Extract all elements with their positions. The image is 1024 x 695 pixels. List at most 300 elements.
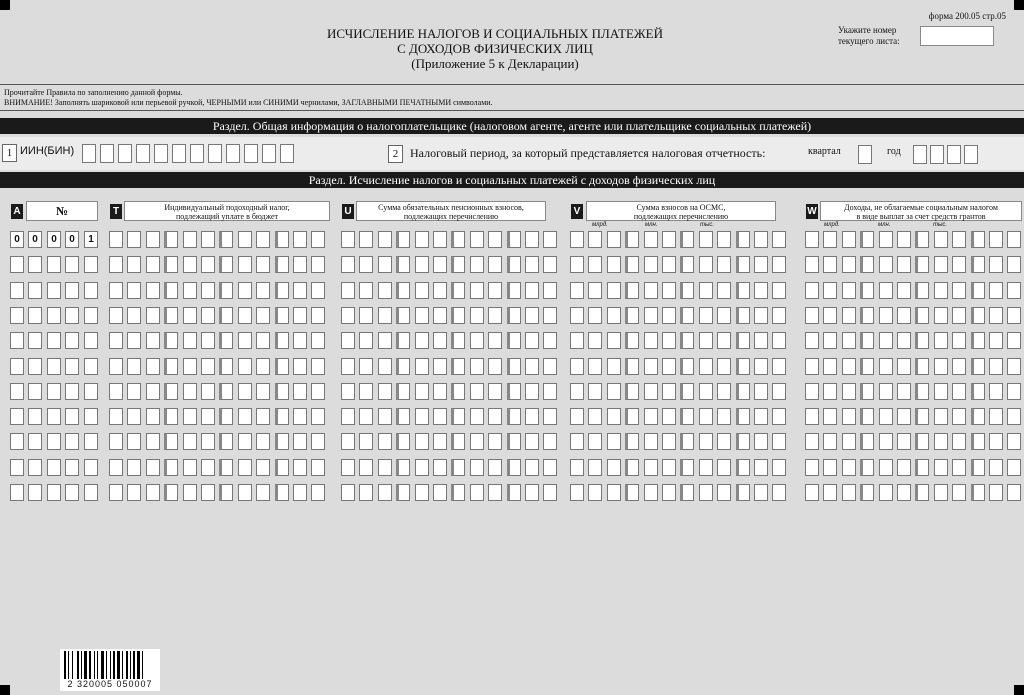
column-v-cell[interactable] [754, 383, 768, 400]
column-w-cell[interactable] [971, 231, 985, 248]
column-v-cell[interactable] [588, 433, 602, 450]
column-a-cell[interactable] [84, 332, 98, 349]
column-w-cell[interactable] [1007, 358, 1021, 375]
column-t-cell[interactable] [219, 358, 233, 375]
column-a-cell[interactable] [28, 459, 42, 476]
column-v-cell[interactable] [644, 332, 658, 349]
column-u-cell[interactable] [433, 282, 447, 299]
column-u-cell[interactable] [433, 484, 447, 501]
column-t-cell[interactable] [238, 282, 252, 299]
column-w-cell[interactable] [805, 358, 819, 375]
column-w-cell[interactable] [842, 433, 856, 450]
column-w-cell[interactable] [823, 358, 837, 375]
column-t-cell[interactable] [201, 332, 215, 349]
column-v-cell[interactable] [662, 282, 676, 299]
column-a-cell[interactable] [65, 408, 79, 425]
column-v-cell[interactable] [736, 282, 750, 299]
column-u-cell[interactable] [359, 332, 373, 349]
column-u-cell[interactable] [525, 231, 539, 248]
column-t-cell[interactable] [238, 484, 252, 501]
iin-bin-cell[interactable] [136, 144, 150, 163]
column-u-cell[interactable] [488, 231, 502, 248]
column-a-cell[interactable] [47, 332, 61, 349]
column-w-cell[interactable] [842, 307, 856, 324]
column-t-cell[interactable] [164, 307, 178, 324]
column-v-cell[interactable] [662, 256, 676, 273]
column-v-cell[interactable] [699, 484, 713, 501]
column-t-cell[interactable] [311, 231, 325, 248]
column-u-cell[interactable] [507, 307, 521, 324]
column-u-cell[interactable] [396, 408, 410, 425]
column-v-cell[interactable] [717, 332, 731, 349]
column-u-cell[interactable] [451, 282, 465, 299]
column-u-cell[interactable] [378, 282, 392, 299]
year-cell[interactable] [947, 145, 961, 164]
column-u-cell[interactable] [341, 332, 355, 349]
column-u-cell[interactable] [507, 408, 521, 425]
column-v-cell[interactable] [607, 332, 621, 349]
column-v-cell[interactable] [699, 256, 713, 273]
column-u-cell[interactable] [378, 459, 392, 476]
column-t-cell[interactable] [275, 433, 289, 450]
column-u-cell[interactable] [470, 408, 484, 425]
column-v-cell[interactable] [625, 332, 639, 349]
column-t-cell[interactable] [127, 383, 141, 400]
column-v-cell[interactable] [680, 256, 694, 273]
column-v-cell[interactable] [662, 383, 676, 400]
column-u-cell[interactable] [396, 256, 410, 273]
column-v-cell[interactable] [699, 231, 713, 248]
column-a-cell[interactable] [47, 307, 61, 324]
column-v-cell[interactable] [717, 433, 731, 450]
column-a-cell[interactable] [65, 307, 79, 324]
column-v-cell[interactable] [570, 256, 584, 273]
column-w-cell[interactable] [934, 383, 948, 400]
column-v-cell[interactable] [588, 256, 602, 273]
column-v-cell[interactable] [625, 231, 639, 248]
column-u-cell[interactable] [543, 408, 557, 425]
column-v-cell[interactable] [662, 408, 676, 425]
iin-bin-cell[interactable] [280, 144, 294, 163]
column-w-cell[interactable] [1007, 256, 1021, 273]
column-t-cell[interactable] [256, 408, 270, 425]
column-u-cell[interactable] [378, 484, 392, 501]
column-w-cell[interactable] [971, 332, 985, 349]
column-w-cell[interactable] [915, 332, 929, 349]
column-a-cell[interactable] [28, 282, 42, 299]
column-v-cell[interactable] [754, 282, 768, 299]
column-u-cell[interactable] [359, 383, 373, 400]
column-v-cell[interactable] [754, 256, 768, 273]
column-w-cell[interactable] [971, 433, 985, 450]
column-w-cell[interactable] [823, 282, 837, 299]
column-v-cell[interactable] [680, 408, 694, 425]
column-u-cell[interactable] [359, 408, 373, 425]
column-a-cell[interactable] [10, 282, 24, 299]
iin-bin-cell[interactable] [154, 144, 168, 163]
iin-bin-cell[interactable] [226, 144, 240, 163]
column-u-cell[interactable] [378, 231, 392, 248]
column-u-cell[interactable] [433, 358, 447, 375]
column-w-cell[interactable] [989, 332, 1003, 349]
column-t-cell[interactable] [311, 408, 325, 425]
column-v-cell[interactable] [754, 484, 768, 501]
column-t-cell[interactable] [238, 332, 252, 349]
column-v-cell[interactable] [680, 231, 694, 248]
column-t-cell[interactable] [275, 307, 289, 324]
column-w-cell[interactable] [989, 484, 1003, 501]
column-w-cell[interactable] [934, 358, 948, 375]
column-v-cell[interactable] [644, 408, 658, 425]
column-w-cell[interactable] [842, 383, 856, 400]
column-w-cell[interactable] [897, 256, 911, 273]
column-v-cell[interactable] [754, 358, 768, 375]
column-t-cell[interactable] [219, 433, 233, 450]
column-t-cell[interactable] [219, 332, 233, 349]
column-a-cell[interactable] [28, 307, 42, 324]
column-a-cell[interactable] [10, 332, 24, 349]
column-u-cell[interactable] [415, 256, 429, 273]
column-v-cell[interactable] [699, 332, 713, 349]
column-u-cell[interactable] [359, 459, 373, 476]
column-u-cell[interactable] [396, 332, 410, 349]
column-v-cell[interactable] [662, 332, 676, 349]
column-v-cell[interactable] [736, 256, 750, 273]
column-v-cell[interactable] [662, 459, 676, 476]
column-t-cell[interactable] [127, 332, 141, 349]
column-v-cell[interactable] [570, 459, 584, 476]
column-t-cell[interactable] [293, 459, 307, 476]
column-v-cell[interactable] [662, 484, 676, 501]
column-t-cell[interactable] [256, 231, 270, 248]
column-t-cell[interactable] [127, 307, 141, 324]
column-v-cell[interactable] [588, 231, 602, 248]
column-w-cell[interactable] [823, 383, 837, 400]
column-a-cell[interactable] [65, 433, 79, 450]
column-w-cell[interactable] [971, 282, 985, 299]
column-w-cell[interactable] [879, 231, 893, 248]
column-a-cell[interactable] [47, 256, 61, 273]
column-v-cell[interactable] [625, 484, 639, 501]
year-cell[interactable] [964, 145, 978, 164]
column-u-cell[interactable] [415, 358, 429, 375]
column-w-cell[interactable] [989, 459, 1003, 476]
column-v-cell[interactable] [625, 433, 639, 450]
column-t-cell[interactable] [293, 231, 307, 248]
column-a-cell[interactable] [84, 433, 98, 450]
column-w-cell[interactable] [805, 433, 819, 450]
column-w-cell[interactable] [1007, 282, 1021, 299]
column-t-cell[interactable] [311, 307, 325, 324]
column-v-cell[interactable] [736, 332, 750, 349]
column-v-cell[interactable] [570, 358, 584, 375]
column-t-cell[interactable] [164, 231, 178, 248]
column-w-cell[interactable] [805, 408, 819, 425]
column-w-cell[interactable] [805, 307, 819, 324]
column-w-cell[interactable] [805, 231, 819, 248]
column-t-cell[interactable] [275, 408, 289, 425]
column-t-cell[interactable] [146, 358, 160, 375]
column-v-cell[interactable] [607, 433, 621, 450]
column-w-cell[interactable] [842, 459, 856, 476]
column-v-cell[interactable] [772, 256, 786, 273]
column-t-cell[interactable] [311, 256, 325, 273]
column-a-cell[interactable]: 0 [28, 231, 42, 248]
column-v-cell[interactable] [699, 282, 713, 299]
column-v-cell[interactable] [772, 433, 786, 450]
column-a-cell[interactable] [47, 433, 61, 450]
column-u-cell[interactable] [396, 383, 410, 400]
column-a-cell[interactable] [65, 383, 79, 400]
column-w-cell[interactable] [1007, 433, 1021, 450]
column-v-cell[interactable] [736, 433, 750, 450]
column-t-cell[interactable] [256, 433, 270, 450]
column-w-cell[interactable] [952, 459, 966, 476]
column-t-cell[interactable] [109, 383, 123, 400]
column-w-cell[interactable] [952, 358, 966, 375]
column-w-cell[interactable] [934, 332, 948, 349]
column-v-cell[interactable] [662, 358, 676, 375]
column-v-cell[interactable] [607, 408, 621, 425]
column-u-cell[interactable] [415, 383, 429, 400]
column-u-cell[interactable] [543, 231, 557, 248]
column-a-cell[interactable] [65, 358, 79, 375]
column-t-cell[interactable] [109, 256, 123, 273]
column-v-cell[interactable] [754, 408, 768, 425]
column-a-cell[interactable]: 0 [47, 231, 61, 248]
column-u-cell[interactable] [525, 433, 539, 450]
column-t-cell[interactable] [183, 383, 197, 400]
column-t-cell[interactable] [293, 358, 307, 375]
column-t-cell[interactable] [201, 307, 215, 324]
column-v-cell[interactable] [717, 459, 731, 476]
column-t-cell[interactable] [183, 484, 197, 501]
column-u-cell[interactable] [396, 433, 410, 450]
column-u-cell[interactable] [543, 433, 557, 450]
column-w-cell[interactable] [952, 307, 966, 324]
year-cell[interactable] [930, 145, 944, 164]
column-a-cell[interactable] [10, 484, 24, 501]
column-v-cell[interactable] [644, 282, 658, 299]
column-u-cell[interactable] [415, 484, 429, 501]
column-t-cell[interactable] [183, 459, 197, 476]
column-u-cell[interactable] [433, 231, 447, 248]
column-v-cell[interactable] [717, 383, 731, 400]
column-u-cell[interactable] [396, 358, 410, 375]
column-u-cell[interactable] [433, 408, 447, 425]
column-t-cell[interactable] [293, 307, 307, 324]
column-t-cell[interactable] [164, 484, 178, 501]
column-t-cell[interactable] [201, 484, 215, 501]
column-t-cell[interactable] [183, 358, 197, 375]
column-u-cell[interactable] [507, 282, 521, 299]
iin-bin-cell[interactable] [172, 144, 186, 163]
column-t-cell[interactable] [311, 383, 325, 400]
iin-bin-cell[interactable] [190, 144, 204, 163]
column-u-cell[interactable] [470, 433, 484, 450]
column-v-cell[interactable] [772, 307, 786, 324]
column-v-cell[interactable] [644, 358, 658, 375]
column-t-cell[interactable] [275, 256, 289, 273]
column-w-cell[interactable] [897, 307, 911, 324]
column-u-cell[interactable] [507, 358, 521, 375]
column-u-cell[interactable] [341, 408, 355, 425]
column-w-cell[interactable] [971, 358, 985, 375]
column-w-cell[interactable] [860, 484, 874, 501]
column-w-cell[interactable] [915, 282, 929, 299]
column-u-cell[interactable] [433, 332, 447, 349]
column-u-cell[interactable] [396, 282, 410, 299]
column-w-cell[interactable] [1007, 332, 1021, 349]
column-t-cell[interactable] [164, 332, 178, 349]
column-u-cell[interactable] [470, 256, 484, 273]
column-t-cell[interactable] [183, 307, 197, 324]
column-w-cell[interactable] [823, 231, 837, 248]
column-w-cell[interactable] [805, 459, 819, 476]
column-w-cell[interactable] [1007, 383, 1021, 400]
column-w-cell[interactable] [823, 484, 837, 501]
column-t-cell[interactable] [127, 433, 141, 450]
column-w-cell[interactable] [934, 459, 948, 476]
column-a-cell[interactable] [84, 256, 98, 273]
column-v-cell[interactable] [699, 358, 713, 375]
column-v-cell[interactable] [680, 307, 694, 324]
column-w-cell[interactable] [842, 358, 856, 375]
column-u-cell[interactable] [507, 256, 521, 273]
column-v-cell[interactable] [717, 358, 731, 375]
column-w-cell[interactable] [823, 433, 837, 450]
column-v-cell[interactable] [717, 484, 731, 501]
column-u-cell[interactable] [415, 459, 429, 476]
column-u-cell[interactable] [470, 332, 484, 349]
column-u-cell[interactable] [525, 484, 539, 501]
column-t-cell[interactable] [256, 383, 270, 400]
column-t-cell[interactable] [201, 459, 215, 476]
column-u-cell[interactable] [470, 383, 484, 400]
column-v-cell[interactable] [772, 332, 786, 349]
iin-bin-cell[interactable] [118, 144, 132, 163]
column-u-cell[interactable] [378, 408, 392, 425]
column-w-cell[interactable] [879, 358, 893, 375]
column-w-cell[interactable] [915, 459, 929, 476]
column-w-cell[interactable] [952, 383, 966, 400]
column-t-cell[interactable] [109, 459, 123, 476]
column-v-cell[interactable] [772, 459, 786, 476]
column-w-cell[interactable] [989, 307, 1003, 324]
column-t-cell[interactable] [164, 358, 178, 375]
column-w-cell[interactable] [842, 231, 856, 248]
column-a-cell[interactable] [28, 383, 42, 400]
column-a-cell[interactable] [28, 256, 42, 273]
column-w-cell[interactable] [934, 282, 948, 299]
column-v-cell[interactable] [625, 408, 639, 425]
column-t-cell[interactable] [275, 231, 289, 248]
column-v-cell[interactable] [570, 307, 584, 324]
column-t-cell[interactable] [146, 459, 160, 476]
column-v-cell[interactable] [772, 282, 786, 299]
column-a-cell[interactable] [84, 307, 98, 324]
column-u-cell[interactable] [341, 383, 355, 400]
column-w-cell[interactable] [860, 383, 874, 400]
column-w-cell[interactable] [879, 433, 893, 450]
column-w-cell[interactable] [915, 433, 929, 450]
column-u-cell[interactable] [543, 358, 557, 375]
column-v-cell[interactable] [754, 231, 768, 248]
iin-bin-cell[interactable] [82, 144, 96, 163]
column-w-cell[interactable] [934, 433, 948, 450]
column-w-cell[interactable] [915, 358, 929, 375]
iin-bin-cell[interactable] [208, 144, 222, 163]
column-v-cell[interactable] [644, 433, 658, 450]
column-u-cell[interactable] [359, 358, 373, 375]
column-a-cell[interactable] [65, 484, 79, 501]
column-u-cell[interactable] [488, 383, 502, 400]
column-u-cell[interactable] [525, 459, 539, 476]
column-a-cell[interactable] [84, 358, 98, 375]
column-a-cell[interactable] [10, 459, 24, 476]
column-v-cell[interactable] [644, 459, 658, 476]
column-u-cell[interactable] [543, 332, 557, 349]
column-t-cell[interactable] [164, 282, 178, 299]
column-u-cell[interactable] [378, 307, 392, 324]
column-a-cell[interactable]: 0 [65, 231, 79, 248]
column-v-cell[interactable] [736, 231, 750, 248]
column-t-cell[interactable] [256, 484, 270, 501]
column-t-cell[interactable] [146, 383, 160, 400]
column-u-cell[interactable] [396, 231, 410, 248]
column-t-cell[interactable] [275, 484, 289, 501]
column-v-cell[interactable] [680, 433, 694, 450]
column-u-cell[interactable] [507, 231, 521, 248]
column-u-cell[interactable] [525, 282, 539, 299]
column-t-cell[interactable] [275, 383, 289, 400]
column-u-cell[interactable] [470, 358, 484, 375]
column-u-cell[interactable] [488, 358, 502, 375]
iin-bin-cell[interactable] [262, 144, 276, 163]
column-v-cell[interactable] [607, 383, 621, 400]
column-t-cell[interactable] [293, 433, 307, 450]
column-v-cell[interactable] [754, 433, 768, 450]
column-v-cell[interactable] [588, 282, 602, 299]
column-t-cell[interactable] [256, 256, 270, 273]
column-v-cell[interactable] [699, 383, 713, 400]
column-t-cell[interactable] [164, 408, 178, 425]
column-w-cell[interactable] [1007, 408, 1021, 425]
column-w-cell[interactable] [897, 433, 911, 450]
column-a-cell[interactable] [47, 484, 61, 501]
column-u-cell[interactable] [451, 459, 465, 476]
column-w-cell[interactable] [805, 383, 819, 400]
column-w-cell[interactable] [971, 459, 985, 476]
column-u-cell[interactable] [359, 231, 373, 248]
column-v-cell[interactable] [699, 459, 713, 476]
column-v-cell[interactable] [625, 358, 639, 375]
column-u-cell[interactable] [359, 484, 373, 501]
column-v-cell[interactable] [588, 358, 602, 375]
column-u-cell[interactable] [470, 459, 484, 476]
column-t-cell[interactable] [219, 231, 233, 248]
column-w-cell[interactable] [842, 484, 856, 501]
column-t-cell[interactable] [201, 358, 215, 375]
column-v-cell[interactable] [588, 307, 602, 324]
column-v-cell[interactable] [570, 484, 584, 501]
column-w-cell[interactable] [805, 332, 819, 349]
column-w-cell[interactable] [842, 408, 856, 425]
column-a-cell[interactable] [65, 282, 79, 299]
column-t-cell[interactable] [293, 383, 307, 400]
column-t-cell[interactable] [256, 332, 270, 349]
column-a-cell[interactable] [47, 408, 61, 425]
